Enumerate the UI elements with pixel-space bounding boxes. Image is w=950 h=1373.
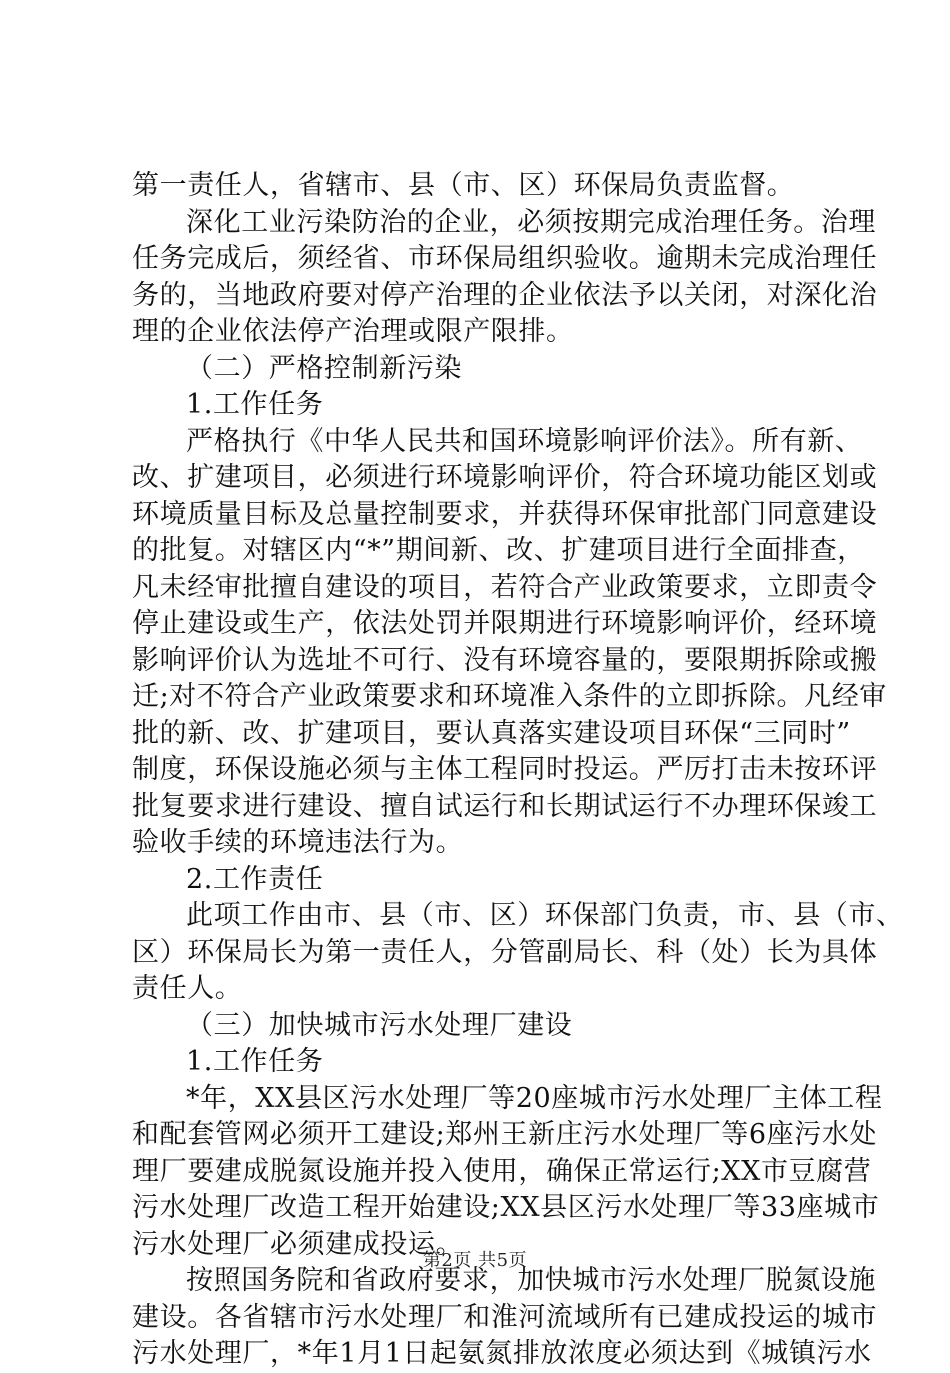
subsection-heading: 1.工作任务 [186,1046,324,1077]
subsection-heading: 2.工作责任 [186,863,324,895]
body-line: 理的企业依法停产治理或限产限排。 [132,316,574,347]
body-line: 建设。各省辖市污水处理厂和淮河流域所有已建成投运的城市 [132,1301,878,1333]
body-line: 迁;对不符合产业政策要求和环境准入条件的立即拆除。凡经审 [132,681,887,712]
body-line: 责任人。 [132,973,243,1004]
section-heading: （三）加快城市污水处理厂建设 [186,1009,573,1041]
body-line: 污水处理厂改造工程开始建设;XX县区污水处理厂等33座城市 [132,1192,880,1223]
body-line: 任务完成后，须经省、市环保局组织验收。逾期未完成治理任 [132,243,878,274]
body-line: 污水处理厂必须建成投运。 [132,1228,464,1260]
paragraph-line: 深化工业污染防治的企业，必须按期完成治理任务。治理 [186,206,876,238]
body-line: 和配套管网必须开工建设;郑州王新庄污水处理厂等6座污水处 [132,1119,878,1150]
body-line: 停止建设或生产，依法处罚并限期进行环境影响评价，经环境 [132,608,878,639]
body-line: 批的新、改、扩建项目，要认真落实建设项目环保“三同时” [132,717,851,749]
document-body [132,168,904,1373]
paragraph-line: *年，XX县区污水处理厂等20座城市污水处理厂主体工程 [186,1082,883,1114]
body-line: 凡未经审批擅自建设的项目，若符合产业政策要求，立即责令 [132,571,878,603]
paragraph-line: 按照国务院和省政府要求，加快城市污水处理厂脱氮设施 [186,1265,876,1296]
subsection-heading: 1.工作任务 [186,389,324,420]
body-line: 制度，环保设施必须与主体工程同时投运。严厉打击未按环评 [132,754,878,785]
body-line: 第一责任人，省辖市、县（市、区）环保局负责监督。 [132,170,795,201]
section-heading: （二）严格控制新污染 [186,352,462,384]
page-indicator: 第2页 共5页 [422,1250,528,1271]
body-line: 改、扩建项目，必须进行环境影响评价，符合环境功能区划或 [132,462,878,493]
body-line: 务的，当地政府要对停产治理的企业依法予以关闭，对深化治 [132,279,878,311]
page-footer [0,1246,950,1272]
body-line: 区）环保局长为第一责任人，分管副局长、科（处）长为具体 [132,936,878,968]
body-line: 理厂要建成脱氮设施并投入使用，确保正常运行;XX市豆腐营 [132,1155,872,1187]
paragraph-line: 严格执行《中华人民共和国环境影响评价法》。所有新、 [186,425,863,457]
body-line: 污水处理厂，*年1月1日起氨氮排放浓度必须达到《城镇污水 [132,1338,872,1369]
body-line: 验收手续的环境违法行为。 [132,827,464,858]
body-line: 环境质量目标及总量控制要求，并获得环保审批部门同意建设 [132,498,878,530]
body-line: 影响评价认为选址不可行、没有环境容量的，要限期拆除或搬 [132,644,878,676]
paragraph-line: 此项工作由市、县（市、区）环保部门负责，市、县（市、 [186,900,904,931]
body-line: 的批复。对辖区内“*”期间新、改、扩建项目进行全面排查， [132,535,865,566]
body-line: 批复要求进行建设、擅自试运行和长期试运行不办理环保竣工 [132,790,878,822]
